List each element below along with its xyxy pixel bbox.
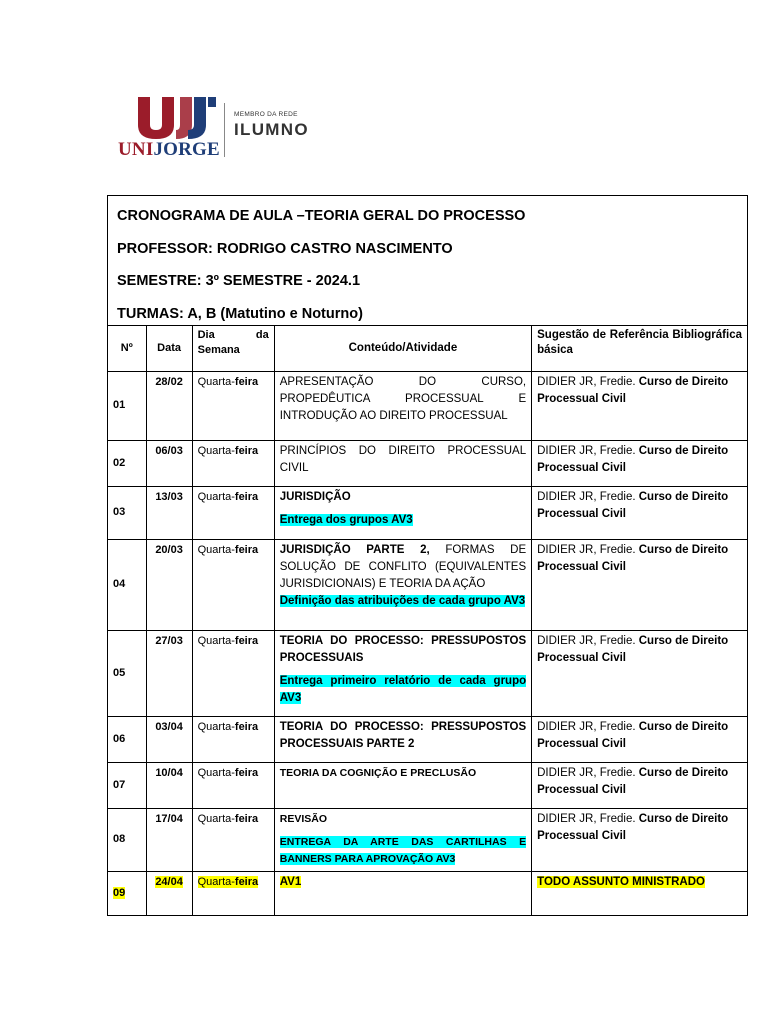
- row-date: [146, 871, 192, 915]
- row-reference: [532, 762, 747, 808]
- reference-author: DIDIER JR, Fredie.: [537, 543, 639, 556]
- row-content: [274, 762, 531, 808]
- weekday-prefix: Quarta-: [197, 490, 235, 503]
- ilumno-logo: ILUMNO: [234, 120, 309, 139]
- row-content: [274, 539, 531, 630]
- row-date-text: 20/03: [155, 543, 183, 556]
- col-header-date: Data: [146, 326, 192, 371]
- row-number-text: 09: [113, 886, 126, 899]
- reference-title: Curso de Direito Processual Civil: [537, 444, 729, 474]
- row-content: [274, 716, 531, 762]
- weekday-prefix: Quarta-: [197, 766, 235, 779]
- schedule-sheet: [107, 195, 748, 916]
- table-header-row: [108, 326, 747, 371]
- row-date: [146, 630, 192, 716]
- reference-author: DIDIER JR, Fredie.: [537, 720, 639, 733]
- row-weekday: [192, 808, 274, 871]
- row-content: [274, 440, 531, 486]
- row-content: [274, 371, 531, 440]
- row-weekday-text: [198, 491, 259, 503]
- row-weekday: [192, 539, 274, 630]
- row-weekday-text: [198, 445, 259, 457]
- row-number-text: 05: [113, 666, 126, 679]
- content-text: TEORIA DO PROCESSO: PRESSUPOSTOS PROCESSUAIS: [279, 634, 527, 664]
- classes-line: TURMAS: A, B (Matutino e Noturno): [117, 305, 363, 322]
- logo-jorge: JORGE: [153, 139, 220, 160]
- weekday-suffix: feira: [234, 490, 259, 503]
- row-number-text: 02: [113, 456, 126, 469]
- row-weekday: [192, 486, 274, 539]
- row-number: [108, 486, 146, 539]
- activity-note: ENTREGA DA ARTE DAS CARTILHAS E BANNERS PARA APROVAÇÃO: [279, 835, 527, 865]
- weekday-prefix: Quarta-: [197, 543, 235, 556]
- row-date-text: 28/02: [155, 375, 183, 388]
- table-row: [108, 716, 747, 762]
- row-weekday-text: [198, 376, 259, 388]
- weekday-suffix: feira: [234, 875, 259, 888]
- row-content: [274, 871, 531, 915]
- weekday-prefix: Quarta-: [197, 375, 235, 388]
- row-weekday: [192, 716, 274, 762]
- content-text: JURISDIÇÃO: [279, 490, 351, 503]
- schedule-header: [108, 196, 747, 326]
- content-text: APRESENTAÇÃO DO CURSO, PROPEDÊUTICA PROCESSUAL E INTRODUÇÃO AO DIREITO PROCESSUAL: [279, 375, 527, 422]
- row-reference: [532, 871, 747, 915]
- table-row: [108, 871, 747, 915]
- spacer: [280, 506, 526, 512]
- col-header-num: Nº: [108, 326, 146, 371]
- content-text: PRINCÍPIOS DO DIREITO PROCESSUAL CIVIL: [279, 444, 527, 474]
- row-content: [274, 486, 531, 539]
- row-date-text: 06/03: [155, 444, 183, 457]
- weekday-prefix: Quarta-: [197, 444, 235, 457]
- row-date: [146, 440, 192, 486]
- course-title: CRONOGRAMA DE AULA –TEORIA GERAL DO PROCESSO: [117, 208, 526, 224]
- row-date-text: 24/04: [155, 875, 183, 888]
- weekday-suffix: feira: [234, 766, 259, 779]
- membro-label: MEMBRO DA REDE: [234, 111, 298, 118]
- row-number: [108, 630, 146, 716]
- table-row: [108, 539, 747, 630]
- logo-uni: UNI: [118, 139, 154, 160]
- reference-title: Curso de Direito Processual Civil: [537, 766, 729, 796]
- row-number: [108, 716, 146, 762]
- row-weekday: [192, 762, 274, 808]
- weekday-suffix: feira: [234, 720, 259, 733]
- content-text: REVISÃO: [279, 812, 327, 825]
- row-weekday: [192, 440, 274, 486]
- row-date: [146, 716, 192, 762]
- reference-title: Curso de Direito Processual Civil: [537, 490, 729, 520]
- activity-note: Entrega primeiro relatório de cada grupo AV3: [279, 674, 527, 704]
- content-text: TEORIA DO PROCESSO: PRESSUPOSTOS PROCESSUAIS PARTE 2: [279, 720, 527, 750]
- row-date-text: 03/04: [155, 720, 183, 733]
- table-row: [108, 762, 747, 808]
- row-weekday-text: [198, 635, 259, 647]
- weekday-suffix: feira: [234, 812, 259, 825]
- row-number-text: 08: [113, 833, 126, 845]
- reference-author: DIDIER JR, Fredie.: [537, 490, 639, 503]
- row-date: [146, 371, 192, 440]
- reference-author: DIDIER JR, Fredie.: [537, 375, 639, 388]
- row-weekday: [192, 871, 274, 915]
- row-content: [274, 630, 531, 716]
- row-weekday-text: [198, 876, 259, 888]
- uj-logo-icon: [136, 97, 218, 139]
- col-header-day: Dia da Semana: [192, 326, 274, 371]
- weekday-suffix: feira: [234, 375, 259, 388]
- reference-title: Curso de Direito Processual Civil: [537, 720, 729, 750]
- table-row: [108, 486, 747, 539]
- row-number-text: 03: [113, 506, 126, 518]
- row-number: [108, 808, 146, 871]
- row-date-text: 13/03: [155, 490, 183, 503]
- row-weekday-text: [198, 813, 259, 825]
- activity-note: Definição das atribuições de cada grupo AV3: [279, 594, 526, 607]
- row-reference: [532, 539, 747, 630]
- unijorge-wordmark: [118, 139, 220, 161]
- reference-title: Curso de Direito Processual Civil: [537, 543, 729, 573]
- row-weekday: [192, 630, 274, 716]
- row-date: [146, 486, 192, 539]
- row-weekday-text: [198, 721, 259, 733]
- row-number: [108, 762, 146, 808]
- reference-author: DIDIER JR, Fredie.: [537, 634, 639, 647]
- row-date: [146, 539, 192, 630]
- col-header-content: Conteúdo/Atividade: [274, 326, 531, 371]
- row-reference: [532, 371, 747, 440]
- professor-line: PROFESSOR: RODRIGO CASTRO NASCIMENTO: [117, 240, 453, 257]
- table-row: [108, 808, 747, 871]
- content-text: TEORIA DA COGNIÇÃO E PRECLUSÃO: [279, 766, 477, 779]
- table-row: [108, 440, 747, 486]
- weekday-prefix: Quarta-: [197, 812, 235, 825]
- semester-line: SEMESTRE: 3º SEMESTRE - 2024.1: [117, 273, 361, 289]
- content-text: AV1: [279, 875, 302, 888]
- row-number: [108, 871, 146, 915]
- row-weekday: [192, 371, 274, 440]
- reference-title: TODO ASSUNTO MINISTRADO: [537, 875, 705, 888]
- reference-title: Curso de Direito Processual Civil: [537, 634, 729, 664]
- activity-note: Entrega dos grupos AV3: [279, 513, 413, 526]
- row-date-text: 27/03: [155, 634, 183, 647]
- row-number-text: 06: [113, 732, 126, 745]
- row-date: [146, 762, 192, 808]
- row-reference: [532, 440, 747, 486]
- spacer: [280, 828, 526, 834]
- content-bold-part: JURISDIÇÃO PARTE 2,: [279, 543, 430, 556]
- weekday-prefix: Quarta-: [197, 875, 235, 888]
- row-number-text: 07: [113, 778, 126, 791]
- weekday-suffix: feira: [234, 634, 259, 647]
- row-number: [108, 539, 146, 630]
- institution-logo: [118, 95, 328, 165]
- row-number-text: 01: [113, 399, 126, 411]
- row-number: [108, 440, 146, 486]
- row-reference: [532, 808, 747, 871]
- reference-author: DIDIER JR, Fredie.: [537, 812, 639, 825]
- row-weekday-text: [198, 767, 259, 779]
- row-weekday-text: [198, 544, 259, 556]
- spacer: [280, 667, 526, 673]
- weekday-suffix: feira: [234, 543, 259, 556]
- table-row: [108, 371, 747, 440]
- table-row: [108, 630, 747, 716]
- activity-note-tail: AV3: [433, 852, 456, 865]
- weekday-prefix: Quarta-: [197, 720, 235, 733]
- row-date-text: 17/04: [155, 812, 183, 825]
- row-reference: [532, 630, 747, 716]
- weekday-suffix: feira: [234, 444, 259, 457]
- logo-divider: [224, 103, 225, 157]
- reference-title: Curso de Direito Processual Civil: [537, 812, 729, 842]
- row-reference: [532, 486, 747, 539]
- schedule-table: [108, 326, 747, 915]
- reference-author: DIDIER JR, Fredie.: [537, 444, 639, 457]
- col-header-reference: Sugestão de Referência Bibliográfica básica: [532, 326, 747, 371]
- reference-author: DIDIER JR, Fredie.: [537, 766, 639, 779]
- content-text: FORMAS DE SOLUÇÃO DE CONFLITO (EQUIVALENTES JURISDICIONAIS) E TEORIA DA AÇÃO: [279, 543, 527, 590]
- row-number-text: 04: [113, 578, 126, 590]
- weekday-prefix: Quarta-: [197, 634, 235, 647]
- row-content: [274, 808, 531, 871]
- row-reference: [532, 716, 747, 762]
- row-date-text: 10/04: [155, 766, 183, 779]
- row-date: [146, 808, 192, 871]
- row-number: [108, 371, 146, 440]
- reference-title: Curso de Direito Processual Civil: [537, 375, 729, 405]
